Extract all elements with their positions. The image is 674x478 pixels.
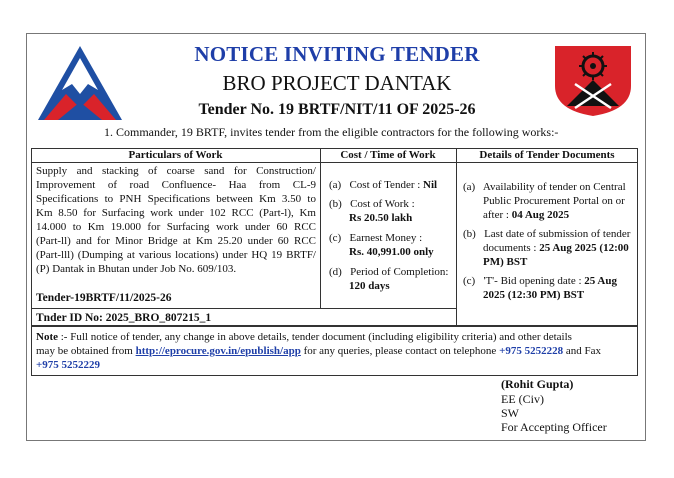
detail-text: documents :: [483, 242, 540, 254]
intro-text: 1. Commander, 19 BRTF, invites tender from the eligible contractors for the following works:-: [104, 125, 559, 139]
signatory-name: (Rohit Gupta): [501, 377, 574, 391]
work-line: Specifications to PNH Specifications between Km 3.50 to: [36, 193, 316, 205]
cost-of-tender: [329, 178, 453, 192]
table-divider: [456, 148, 457, 326]
detail-date: PM) BST: [483, 256, 528, 268]
signatory-post: SW: [501, 406, 519, 420]
detail-text: Last date of submission of tender: [484, 228, 631, 240]
cost-label: Cost of Work :: [350, 198, 415, 210]
work-description: [36, 164, 316, 276]
work-line: Km 8.50 for Surfacing work under 102 RCC (Part-l), Km: [36, 207, 316, 219]
work-line: (P) Dantak in Bhutan under Job No. 609/103.: [36, 263, 237, 275]
tender-availability: [463, 180, 637, 222]
cost-value: Rs 20.50 lakh: [349, 212, 413, 224]
tender-reference: Tender-19BRTF/11/2025-26: [36, 292, 172, 304]
earnest-money: [329, 231, 453, 259]
work-line: (Part-ll) and for Minor Bridge at Km 25.20 under 60 RCC: [36, 235, 316, 247]
work-line: Supply and stacking of coarse sand for Construction/: [36, 165, 316, 177]
item-label: (a): [329, 179, 342, 191]
header-details: Details of Tender Documents: [479, 149, 615, 161]
item-label: (a): [463, 181, 476, 193]
detail-text: 'T'- Bid opening date :: [483, 275, 585, 287]
detail-text: Availability of tender on Central: [482, 181, 626, 193]
table-header-rule: [31, 162, 638, 163]
note-text: [36, 330, 634, 372]
item-label: (d): [329, 266, 342, 278]
note-body: and Fax: [563, 345, 601, 357]
detail-date: 25 Aug 2025 (12:00: [539, 242, 629, 254]
signatory-rank: EE (Civ): [501, 392, 544, 406]
note-body: :- Full notice of tender, any change in above details, tender document (including eligibility criteria) and other details: [58, 331, 572, 343]
detail-text: after :: [483, 209, 512, 221]
item-label: (c): [463, 275, 476, 287]
cost-value: Nil: [423, 179, 438, 191]
bid-opening-date: [463, 274, 637, 302]
detail-text: Public Procurement Portal on or: [483, 195, 625, 207]
header-particulars: Particulars of Work: [128, 149, 223, 161]
tender-id: Tnder ID No: 2025_BRO_807215_1: [36, 312, 212, 324]
cost-value: Rs. 40,991.00 only: [349, 246, 434, 258]
eprocure-link[interactable]: http://eprocure.gov.in/epublish/app: [135, 345, 301, 357]
fax-number: +975 5252229: [36, 359, 101, 371]
project-name: BRO PROJECT DANTAK: [222, 71, 452, 95]
table-divider: [320, 148, 321, 308]
work-line: (Part-lll) (Dumping at various locations) under HQ 19 BRTF/: [36, 249, 316, 261]
notice-title: NOTICE INVITING TENDER: [194, 42, 480, 66]
cost-label: Cost of Tender :: [349, 179, 424, 191]
header-cost-time: Cost / Time of Work: [340, 149, 436, 161]
detail-date: 25 Aug: [584, 275, 617, 287]
item-label: (b): [463, 228, 476, 240]
note-body: for any queries, please contact on telephone: [300, 345, 500, 357]
cost-label: Earnest Money :: [349, 232, 423, 244]
cost-of-work: [329, 197, 453, 225]
item-label: (b): [329, 198, 342, 210]
telephone-number: +975 5252228: [499, 345, 564, 357]
note-label: Note: [36, 331, 58, 343]
detail-date: 2025 (12:30 PM) BST: [483, 289, 585, 301]
work-line: Improvement of road Confluence- Haa from CL-9: [36, 179, 316, 191]
note-body: may be obtained from: [36, 345, 136, 357]
work-line: 14.000 to Km 19.000 for Surfacing work under 60 RCC: [36, 221, 316, 233]
cost-value: 120 days: [349, 280, 390, 292]
signatory-role: For Accepting Officer: [501, 420, 607, 434]
cost-label: Period of Completion:: [350, 266, 449, 278]
detail-date: 04 Aug 2025: [511, 209, 570, 221]
table-row-rule: [31, 308, 456, 309]
tender-number: Tender No. 19 BRTF/NIT/11 OF 2025-26: [198, 101, 476, 118]
submission-deadline: [463, 227, 637, 269]
period-of-completion: [329, 265, 455, 293]
item-label: (c): [329, 232, 342, 244]
